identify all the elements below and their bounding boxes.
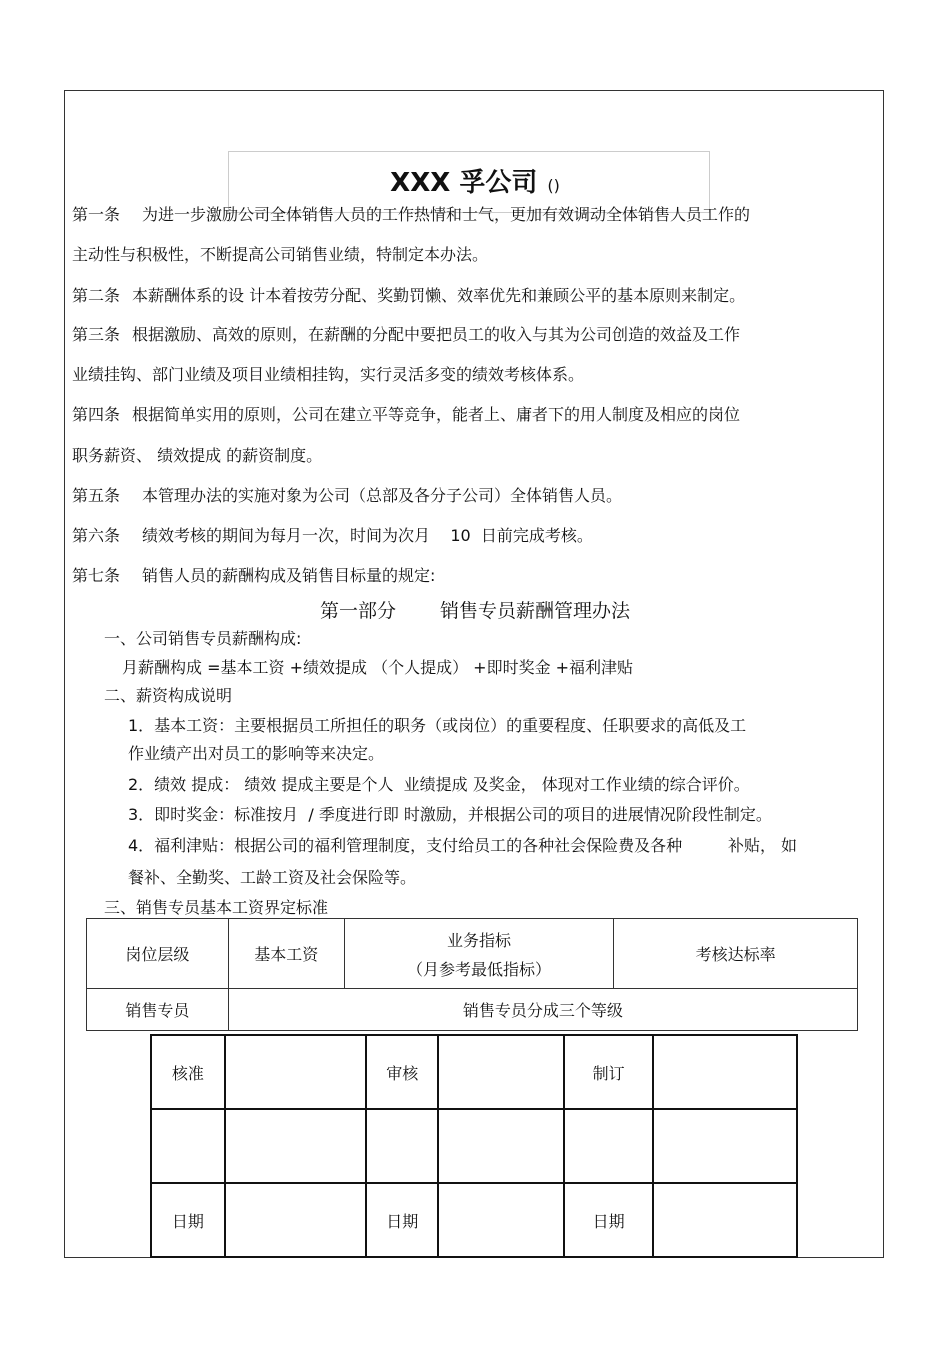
article-5-label: 第五条 (72, 486, 121, 505)
signature-cell[interactable] (438, 1109, 564, 1183)
approve-label: 核准 (151, 1035, 225, 1109)
signature-cell[interactable] (225, 1109, 367, 1183)
date-cell-3[interactable] (653, 1183, 797, 1257)
item-3: 3．即时奖金：标准按月 / 季度进行即 时激励，并根据公司的项目的进展情况阶段性制定。 (128, 805, 772, 824)
approval-row-labels (151, 1035, 797, 1109)
signature-cell[interactable] (151, 1109, 225, 1183)
signature-cell[interactable] (564, 1109, 654, 1183)
doc-title (0, 162, 950, 199)
article-6: 第六条 绩效考核的期间为每月一次，时间为次月 10 日前完成考核。 (72, 526, 593, 545)
approval-row-signature (151, 1109, 797, 1183)
table-row (87, 989, 858, 1031)
approval-table (150, 1034, 798, 1258)
date-cell-1[interactable] (225, 1183, 367, 1257)
article-7: 第七条 销售人员的薪酬构成及销售目标量的规定: (72, 566, 436, 585)
article-4-line-2: 职务薪资、 绩效提成 的薪资制度。 (72, 446, 323, 465)
approval-row-dates (151, 1183, 797, 1257)
item-1-line-2: 作业绩产出对员工的影响等来决定。 (128, 744, 385, 763)
article-1-line-2: 主动性与积极性，不断提高公司销售业绩，特制定本办法。 (72, 245, 489, 264)
signature-cell[interactable] (366, 1109, 438, 1183)
article-3-line-1: 第三条 根据激励、高效的原则，在薪酬的分配中要把员工的收入与其为公司创造的效益及工作 (72, 325, 741, 344)
item-2: 2．绩效 提成： 绩效 提成主要是个人 业绩提成 及奖金， 体现对工作业绩的综合评价。 (128, 775, 750, 794)
date-label-3: 日期 (564, 1183, 654, 1257)
row-note: 销售专员分成三个等级 (228, 989, 857, 1031)
doc-title-main: XXX 孚公司 (390, 168, 538, 198)
header-pass-rate: 考核达标率 (614, 919, 858, 989)
article-4-line-1: 第四条 根据简单实用的原则，公司在建立平等竞争，能者上、庸者下的用人制度及相应的岗位 (72, 405, 741, 424)
salary-formula: 月薪酬构成 =基本工资 +绩效提成 （个人提成） +即时奖金 +福利津贴 (122, 658, 634, 677)
article-7-label: 第七条 (72, 566, 121, 585)
article-1-label: 第一条 (72, 205, 121, 224)
salary-standard-table (86, 918, 858, 1031)
date-cell-2[interactable] (438, 1183, 564, 1257)
item-4-line-1: 4．福利津贴：根据公司的福利管理制度，支付给员工的各种社会保险费及各种 补贴， 如 (128, 836, 798, 855)
article-1-line-1: 第一条 为进一步激励公司全体销售人员的工作热情和士气，更加有效调动全体销售人员工作的 (72, 205, 751, 224)
article-2: 第二条 本薪酬体系的设 计本着按劳分配、奖勤罚懒、效率优先和兼顾公平的基本原则来制定。 (72, 286, 746, 305)
header-base-salary: 基本工资 (228, 919, 344, 989)
section-1-heading: 一、公司销售专员薪酬构成: (104, 629, 302, 648)
draft-cell[interactable] (653, 1035, 797, 1109)
row-label: 销售专员 (87, 989, 229, 1031)
section-2-heading: 二、薪资构成说明 (104, 686, 233, 705)
approve-cell[interactable] (225, 1035, 367, 1109)
header-level: 岗位层级 (87, 919, 229, 989)
item-1-line-1: 1．基本工资：主要根据员工所担任的职务（或岗位）的重要程度、任职要求的高低及工 (128, 716, 747, 735)
article-3-label: 第三条 (72, 325, 121, 344)
doc-title-sub: () (547, 176, 560, 195)
article-4-label: 第四条 (72, 405, 121, 424)
draft-label: 制订 (564, 1035, 654, 1109)
article-3-line-2: 业绩挂钩、部门业绩及项目业绩相挂钩，实行灵活多变的绩效考核体系。 (72, 365, 585, 384)
date-label-1: 日期 (151, 1183, 225, 1257)
table-header-row (87, 919, 858, 989)
header-business-indicator: 业务指标 （月参考最低指标） (344, 919, 614, 989)
part1-title: 第一部分 销售专员薪酬管理办法 (319, 600, 631, 622)
article-6-label: 第六条 (72, 526, 121, 545)
article-5: 第五条 本管理办法的实施对象为公司（总部及各分子公司）全体销售人员。 (72, 486, 623, 505)
item-4-line-2: 餐补、全勤奖、工龄工资及社会保险等。 (128, 868, 417, 887)
date-label-2: 日期 (366, 1183, 438, 1257)
signature-cell[interactable] (653, 1109, 797, 1183)
review-label: 审核 (366, 1035, 438, 1109)
section-3-heading: 三、销售专员基本工资界定标准 (104, 898, 329, 917)
article-2-label: 第二条 (72, 286, 121, 305)
review-cell[interactable] (438, 1035, 564, 1109)
